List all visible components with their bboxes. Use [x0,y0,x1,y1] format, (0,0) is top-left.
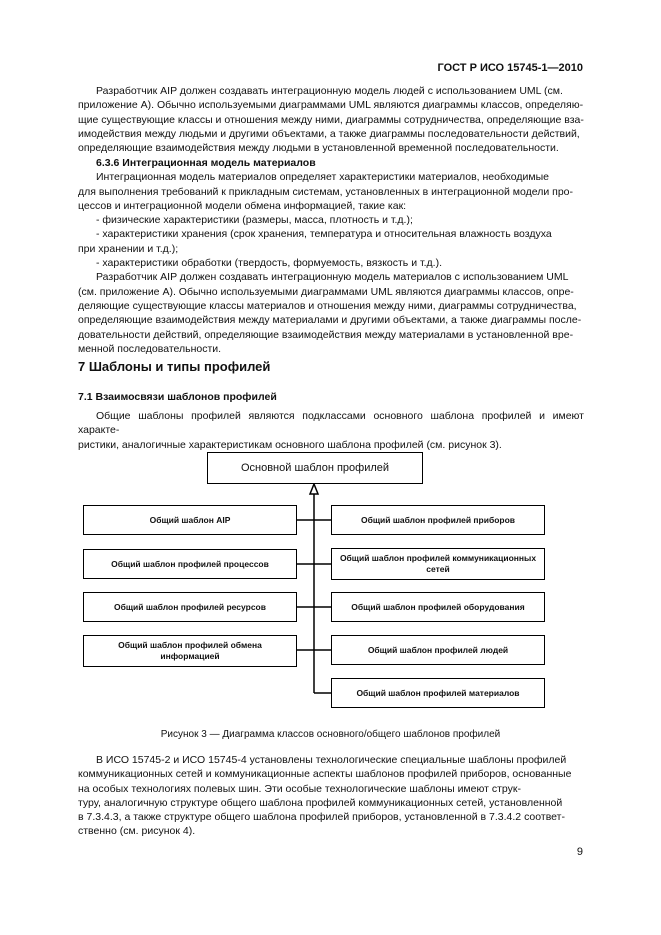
diagram-box-info-exchange-template: Общий шаблон профилей обмена информацией [83,635,297,667]
text-line: Интеграционная модель материалов определяет характеристики материалов, необходимые [96,171,549,184]
text-line: приложение А). Обычно используемыми диаграммами UML являются диаграммы классов, определяю- [78,99,584,112]
text-line: Разработчик AIP должен создавать интеграционную модель материалов с использованием UML [96,271,569,284]
diagram-box-equipment-template: Общий шаблон профилей оборудования [331,592,545,622]
text-line: при хранении и т.д.); [78,242,179,255]
base-profile-template-box: Основной шаблон профилей [207,452,423,484]
text-line: довательности действий, определяющие взаимодействия между материалами в установленной вре- [78,328,574,341]
diagram-box-network-template: Общий шаблон профилей коммуникационных сетей [331,548,545,580]
diagram-box-process-template: Общий шаблон профилей процессов [83,549,297,579]
text-line: ристики, аналогичные характеристикам основного шаблона профилей (см. рисунок 3). [78,438,502,451]
diagram-box-resource-template: Общий шаблон профилей ресурсов [83,592,297,622]
text-line: Разработчик AIP должен создавать интеграционную модель людей с использованием UML (см. [96,85,563,97]
text-line: В ИСО 15745-2 и ИСО 15745-4 установлены технологические специальные шаблоны профилей [96,754,567,766]
figure-caption: Рисунок 3 — Диаграмма классов основного/общего шаблонов профилей [160,729,501,740]
diagram-box-material-template: Общий шаблон профилей материалов [331,678,545,708]
page-number: 9 [576,846,583,858]
text-line: коммуникационных сетей и коммуникационные аспекты шаблонов профилей приборов, основанные [78,768,572,781]
text-line: для выполнения требований к прикладным системам, установленных в интеграционной модели про- [78,185,573,198]
paragraph-technology-templates [78,753,584,839]
text-line: на особых технологиях полевых шин. Эти особые технологические шаблоны имеют струк- [78,782,521,795]
text-line: Общие шаблоны профилей являются подклассами основного шаблона профилей и имеют характе- [78,410,584,437]
text-line: (см. приложение А). Обычно используемыми диаграммами UML являются диаграммы классов, опре- [78,285,574,298]
text-line: ственно (см. рисунок 4). [78,825,196,838]
text-line: туру, аналогичную структуре общего шаблона профилей коммуникационных сетей, установленной [78,796,563,809]
text-line: - физические характеристики (размеры, масса, плотность и т.д.); [96,214,413,227]
diagram-box-device-template: Общий шаблон профилей приборов [331,505,545,535]
text-line: определяющие взаимодействия между материалами и другими объектами, а также диаграммы после- [78,314,582,327]
text-line: в 7.3.4.3, а также структуре общего шаблона профилей приборов, установленной в 7.3.4.2 соответ- [78,811,565,824]
text-line: определяющие взаимодействия между людьми в установленной временной последовательности. [78,142,559,155]
diagram-box-people-template: Общий шаблон профилей людей [331,635,545,665]
text-line: имодействия между людьми и другими объектами, а также диаграммы последовательности действий, [78,127,580,140]
text-line: цессов и интеграционной модели обмена информацией, такие как: [78,199,407,212]
text-line: - характеристики хранения (срок хранения, температура и относительная влажность воздуха [96,228,552,241]
text-line: менной последовательности. [78,342,222,355]
text-line: щие существующие классы и отношения между ними, диаграммы сотрудничества, определяющие вза- [78,113,584,126]
document-header: ГОСТ Р ИСО 15745-1—2010 [437,62,583,74]
text-line: деляющие существующие классы материалов и отношения между ними, диаграммы сотрудничества, [78,299,577,312]
section-title: 7 Шаблоны и типы профилей [78,359,271,374]
subsection-title: 6.3.6 Интеграционная модель материалов [96,157,316,169]
diagram-box-aip-template: Общий шаблон AIP [83,505,297,535]
subsection-title: 7.1 Взаимосвязи шаблонов профилей [78,391,277,403]
text-line: - характеристики обработки (твердость, формуемость, вязкость и т.д.). [96,257,442,270]
